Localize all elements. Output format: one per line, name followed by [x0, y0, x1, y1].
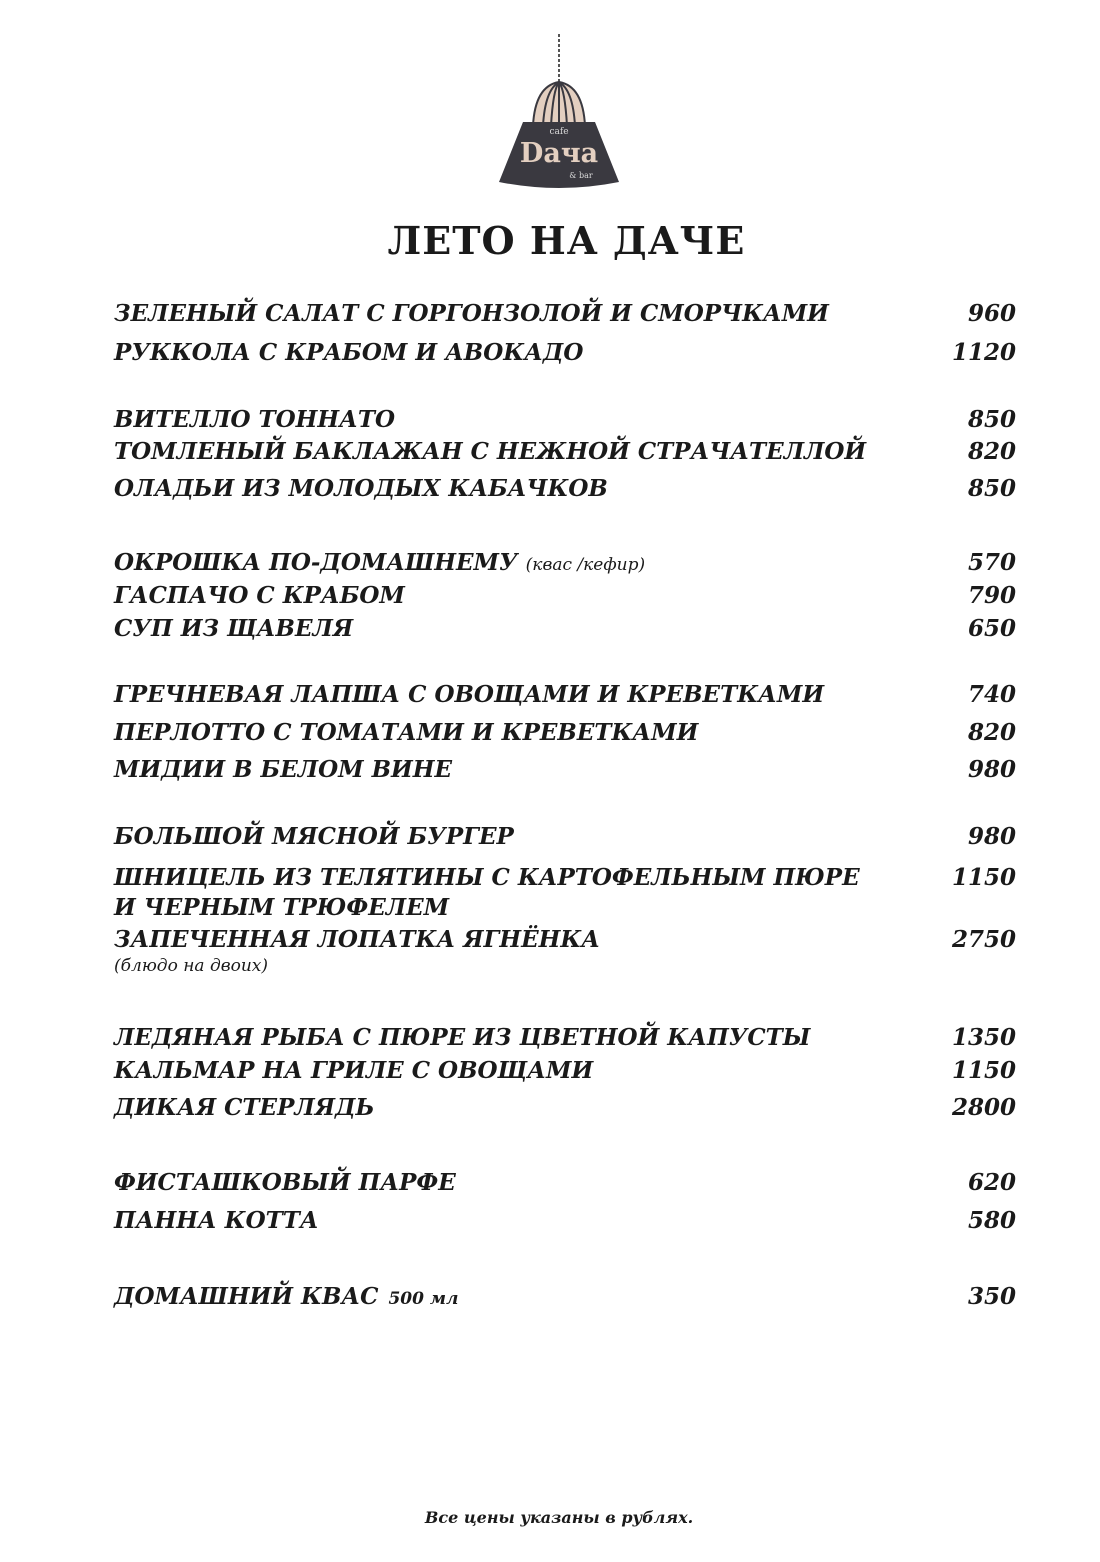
item-price: 980: [967, 823, 1016, 850]
item-name: ШНИЦЕЛЬ ИЗ ТЕЛЯТИНЫ С КАРТОФЕЛЬНЫМ ПЮРЕ: [114, 864, 860, 891]
menu-item: [114, 1055, 1016, 1087]
menu-item: [114, 821, 1016, 853]
item-name: БОЛЬШОЙ МЯСНОЙ БУРГЕР: [114, 823, 514, 850]
menu-item: [114, 924, 1016, 982]
item-name: ГРЕЧНЕВАЯ ЛАПША С ОВОЩАМИ И КРЕВЕТКАМИ: [114, 681, 825, 708]
item-price: 850: [967, 406, 1016, 433]
item-price: 570: [967, 549, 1016, 576]
item-volume: 500 мл: [388, 1289, 459, 1309]
item-name: ЗЕЛЕНЫЙ САЛАТ С ГОРГОНЗОЛОЙ И СМОРЧКАМИ: [114, 300, 829, 327]
cafe-logo: [493, 34, 633, 194]
item-price: 960: [967, 300, 1016, 327]
price-note-footer: Все цены указаны в рублях.: [424, 1508, 694, 1527]
item-price: 850: [967, 475, 1016, 502]
menu-item: [114, 1022, 1016, 1054]
item-price: 2800: [951, 1094, 1016, 1121]
item-price: 620: [967, 1169, 1016, 1196]
item-price: 820: [967, 438, 1016, 465]
menu-item: [114, 679, 1016, 711]
item-price: 1350: [951, 1024, 1016, 1051]
menu-item: [114, 1092, 1016, 1124]
item-name: МИДИИ В БЕЛОМ ВИНЕ: [114, 756, 453, 783]
logo-bottom-text: & bar: [569, 171, 593, 180]
logo-name: Dача: [519, 138, 599, 169]
menu-item: [114, 613, 1016, 645]
item-note: (квас /кефир): [525, 555, 646, 575]
menu-item: [114, 717, 1016, 749]
item-name: ЛЕДЯНАЯ РЫБА С ПЮРЕ ИЗ ЦВЕТНОЙ КАПУСТЫ: [114, 1024, 811, 1051]
item-price: 2750: [951, 926, 1016, 953]
menu-item: [114, 473, 1016, 505]
menu-item: [114, 580, 1016, 612]
item-price: 790: [967, 582, 1016, 609]
menu-item: [114, 1167, 1016, 1199]
item-price: 820: [967, 719, 1016, 746]
item-name-line2: И ЧЕРНЫМ ТРЮФЕЛЕМ: [114, 894, 450, 921]
item-price: 740: [967, 681, 1016, 708]
item-name-text: ОКРОШКА ПО-ДОМАШНЕМУ: [114, 549, 518, 576]
menu-item: [114, 754, 1016, 786]
item-name: ГАСПАЧО С КРАБОМ: [114, 582, 405, 609]
item-name: РУККОЛА С КРАБОМ И АВОКАДО: [114, 339, 584, 366]
item-name: ПАННА КОТТА: [114, 1207, 319, 1234]
menu-item: [114, 1205, 1016, 1237]
menu-item: [114, 1281, 1016, 1313]
item-name: ТОМЛЕНЫЙ БАКЛАЖАН С НЕЖНОЙ СТРАЧАТЕЛЛОЙ: [114, 438, 867, 465]
item-name: ЗАПЕЧЕННАЯ ЛОПАТКА ЯГНЁНКА: [114, 926, 601, 953]
item-name: СУП ИЗ ЩАВЕЛЯ: [114, 615, 354, 642]
item-price: 980: [967, 756, 1016, 783]
item-name: ОЛАДЬИ ИЗ МОЛОДЫХ КАБАЧКОВ: [114, 475, 608, 502]
item-price: 1150: [951, 1057, 1016, 1084]
item-name: [114, 1281, 458, 1315]
menu-item: [114, 298, 1016, 330]
item-name: ВИТЕЛЛО ТОННАТО: [114, 406, 396, 433]
item-name: [114, 547, 645, 581]
menu-item: [114, 547, 1016, 579]
logo-top-text: cafe: [549, 127, 569, 137]
menu-item: [114, 862, 1016, 924]
menu-item: [114, 337, 1016, 369]
menu-title: ЛЕТО НА ДАЧЕ: [387, 218, 746, 263]
menu-item: [114, 404, 1016, 436]
item-subnote: (блюдо на двоих): [114, 956, 269, 976]
item-name-text: ДОМАШНИЙ КВАС: [114, 1283, 379, 1310]
item-price: 1150: [951, 864, 1016, 891]
item-name: КАЛЬМАР НА ГРИЛЕ С ОВОЩАМИ: [114, 1057, 594, 1084]
item-price: 1120: [951, 339, 1016, 366]
item-name: ПЕРЛОТТО С ТОМАТАМИ И КРЕВЕТКАМИ: [114, 719, 699, 746]
item-price: 580: [967, 1207, 1016, 1234]
menu-item: [114, 436, 1016, 468]
item-price: 350: [967, 1283, 1016, 1310]
item-price: 650: [967, 615, 1016, 642]
item-name: ФИСТАШКОВЫЙ ПАРФЕ: [114, 1169, 456, 1196]
item-name: ДИКАЯ СТЕРЛЯДЬ: [114, 1094, 375, 1121]
